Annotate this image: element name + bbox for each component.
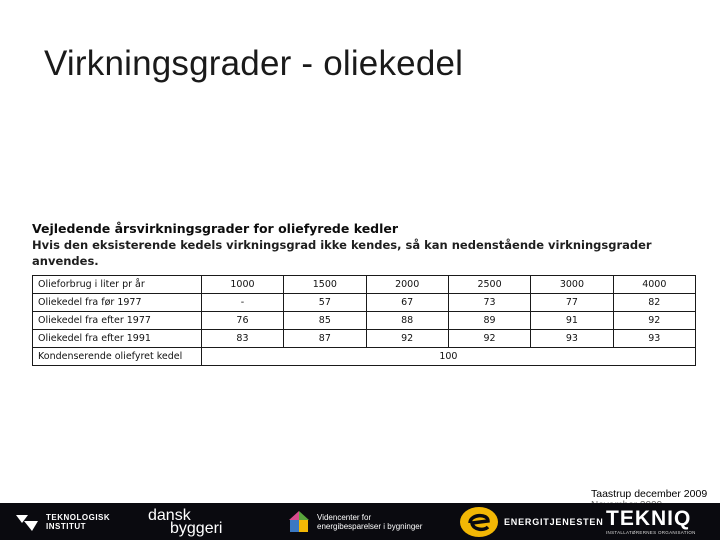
merged-value-cell: 100 (201, 348, 695, 366)
energitjenesten-logo (458, 503, 604, 540)
table-cell: 92 (366, 330, 448, 348)
tekniq-logo (606, 503, 696, 540)
table-subheading: Hvis den eksisterende kedels virkningsgrad ikke kendes, så kan nedenstående virkningsgrader anvendes. (32, 238, 652, 268)
header-label-cell: Olieforbrug i liter pr år (33, 276, 202, 294)
row-label-cell: Oliekedel fra efter 1991 (33, 330, 202, 348)
table-heading: Vejledende årsvirkningsgrader for oliefyrede kedler (32, 221, 399, 236)
footer-place-date: Taastrup december 2009 (591, 488, 708, 500)
header-cell: 1000 (201, 276, 283, 294)
efficiency-table-block (32, 221, 700, 366)
row-label-cell: Oliekedel fra før 1977 (33, 294, 202, 312)
dansk-byggeri-logo (148, 503, 222, 540)
teknologisk-line1: TEKNOLOGISK (46, 512, 111, 522)
table-cell: 93 (613, 330, 695, 348)
tekniq-wordmark: TEKNIQ (606, 507, 692, 530)
table-cell: 83 (201, 330, 283, 348)
table-cell: 57 (284, 294, 366, 312)
table-row (33, 294, 696, 312)
energi-e-icon (458, 505, 500, 539)
teknologisk-institut-logo (14, 503, 110, 540)
row-label-cell: Oliekedel fra efter 1977 (33, 312, 202, 330)
header-cell: 1500 (284, 276, 366, 294)
table-cell: 93 (531, 330, 613, 348)
table-cell: 92 (613, 312, 695, 330)
table-cell: - (201, 294, 283, 312)
table-cell: 85 (284, 312, 366, 330)
table-header-row (33, 276, 696, 294)
table-cell: 88 (366, 312, 448, 330)
teknologisk-line2: INSTITUT (46, 521, 86, 531)
table-row-merged (33, 348, 696, 366)
dansk-line1: dansk (148, 506, 191, 524)
table-cell: 92 (448, 330, 530, 348)
videncenter-logo (287, 503, 422, 540)
table-cell: 77 (531, 294, 613, 312)
table-cell: 76 (201, 312, 283, 330)
house-icon (287, 509, 311, 535)
table-cell: 89 (448, 312, 530, 330)
dansk-line2: byggeri (170, 519, 223, 537)
table-cell: 91 (531, 312, 613, 330)
header-cell: 3000 (531, 276, 613, 294)
tekniq-subtitle: INSTALLATØRERNES ORGANISATION (606, 530, 696, 535)
videncenter-line1: Videncenter for (317, 512, 372, 522)
header-cell: 2000 (366, 276, 448, 294)
efficiency-table (32, 275, 696, 366)
teknologisk-mark-icon (14, 511, 40, 533)
table-cell: 82 (613, 294, 695, 312)
header-cell: 4000 (613, 276, 695, 294)
videncenter-line2: energibesparelser i bygninger (317, 521, 423, 531)
table-row (33, 312, 696, 330)
row-label-cell: Kondenserende oliefyret kedel (33, 348, 202, 366)
energitjenesten-text: ENERGITJENESTEN (504, 516, 604, 527)
logo-bar (0, 503, 720, 540)
slide-title: Virkningsgrader - oliekedel (44, 44, 464, 83)
header-cell: 2500 (448, 276, 530, 294)
table-row (33, 330, 696, 348)
table-cell: 73 (448, 294, 530, 312)
table-cell: 87 (284, 330, 366, 348)
table-cell: 67 (366, 294, 448, 312)
